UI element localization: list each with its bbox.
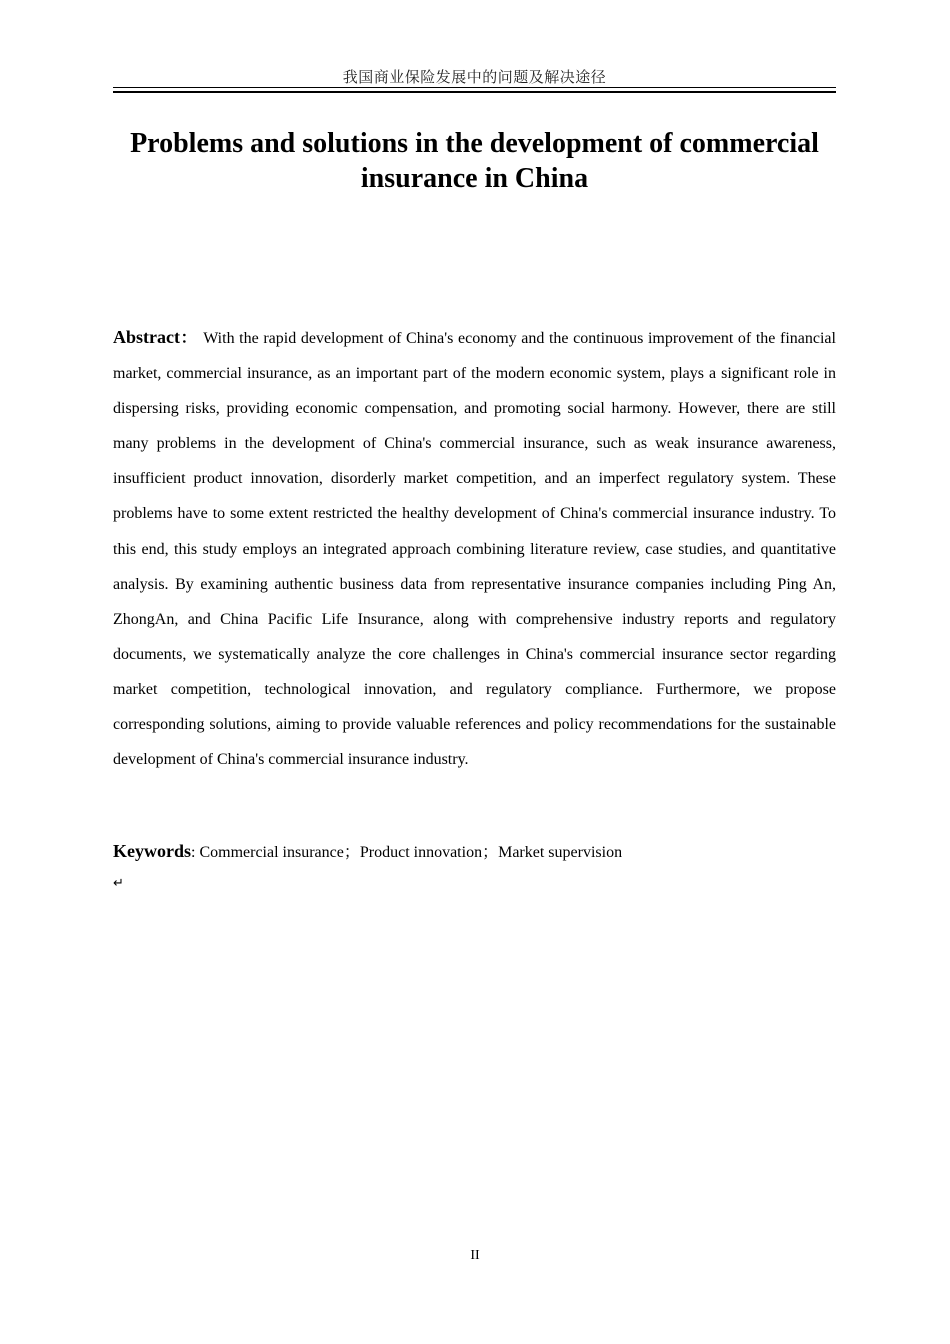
- keyword-separator: ；: [343, 844, 360, 861]
- header-divider: [113, 87, 836, 93]
- keyword-separator: ；: [482, 844, 499, 861]
- abstract-colon: ：: [179, 330, 198, 347]
- keyword-item: Market supervision: [498, 844, 623, 861]
- abstract-text: With the rapid development of China's economy and the continuous improvement of the financial market, commercial insurance, as an important part of the modern economic system, plays a significant role in dispersing risks, providing economic compensation, and promoting social harmony. However, there are still many problems in the development of China's commercial insurance, such as weak insurance awareness, insufficient product innovation, disorderly market competition, and an imperfect regulatory system. These problems have to some extent restricted the healthy development of China's commercial insurance industry. To this end, this study employs an integrated approach combining literature review, case studies, and quantitative analysis. By examining authentic business data from representative insurance companies including Ping An, ZhongAn, and China Pacific Life Insurance, along with comprehensive industry reports and regulatory documents, we systematically analyze the core challenges in China's commercial insurance sector regarding market competition, technological innovation, and regulatory compliance. Furthermore, we propose corresponding solutions, aiming to provide valuable references and policy recommendations for the sustainable development of China's commercial insurance industry.: [113, 330, 836, 769]
- keywords-colon: :: [191, 844, 196, 861]
- paragraph-mark-icon: ↵: [113, 876, 124, 891]
- abstract-label: Abstract: [113, 327, 180, 347]
- keyword-item: Product innovation: [359, 844, 483, 861]
- document-title: Problems and solutions in the development of commercial insurance in China: [130, 128, 819, 194]
- keywords-line: [113, 835, 836, 869]
- running-header: 我国商业保险发展中的问题及解决途径: [342, 68, 607, 86]
- keywords-label: Keywords: [113, 841, 191, 861]
- page-number: II: [470, 1248, 480, 1263]
- keyword-item: Commercial insurance: [199, 844, 344, 861]
- abstract-paragraph: [113, 320, 836, 777]
